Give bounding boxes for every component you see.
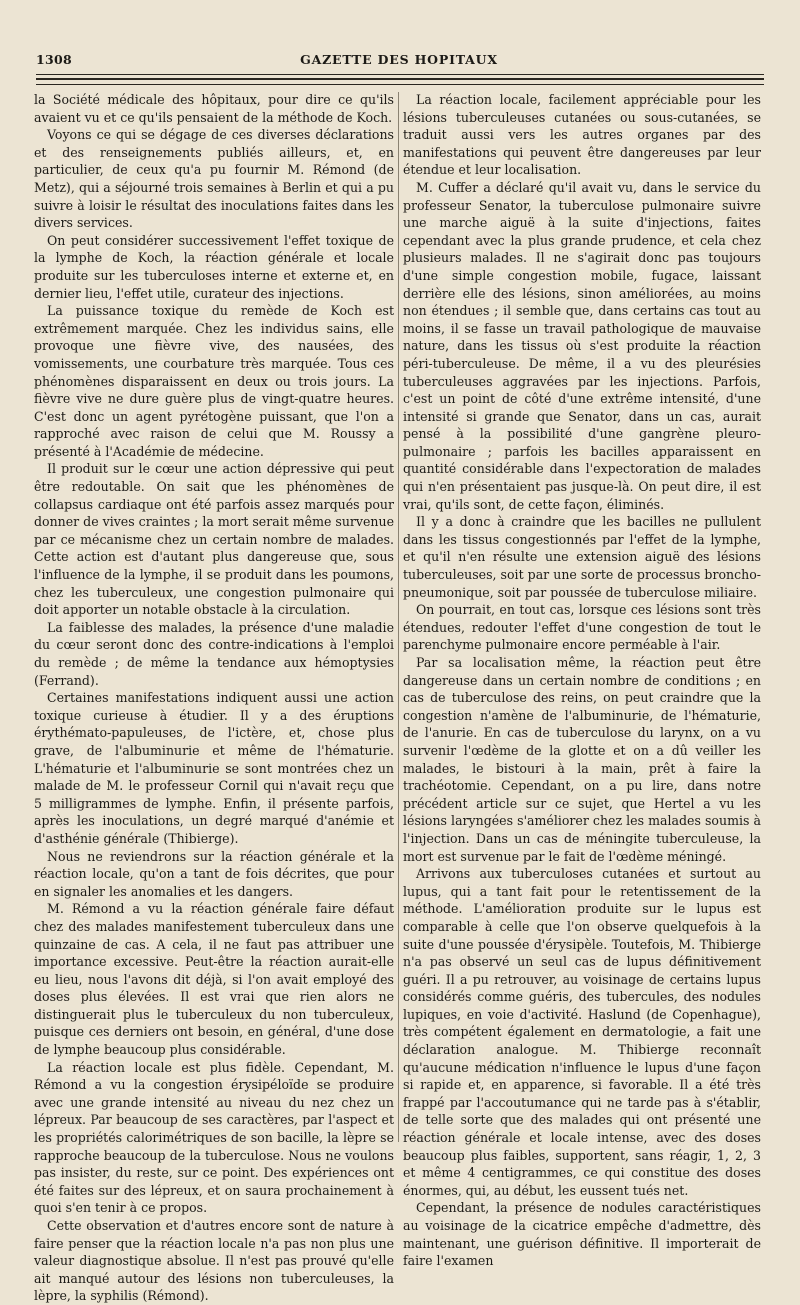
paragraph: La réaction locale, facilement appréciable pour les lésions tuberculeuses cutanées ou sous-cutanées, se traduit aussi vers les autres organes par des manifestations qui peuvent être dangereuses par leur étendue et leur localisation. (403, 92, 761, 178)
header-rule-thick (36, 78, 764, 80)
paragraph: La réaction locale est plus fidèle. Cependant, M. Rémond a vu la congestion érysipéloïde se produire avec une grande intensité au niveau du nez chez un lépreux. Par beaucoup de ses caractères, par l'aspect et les propriétés calorimétriques de son bacille, la lèpre se rapproche beaucoup de la tuberculose. Nous ne voulons pas insister, du reste, sur ce point. Des expériences ont été faites sur des lépreux, et on saura prochainement à quoi s'en tenir à ce propos. (34, 1059, 394, 1216)
paragraph: Par sa localisation même, la réaction peut être dangereuse dans un certain nombre de conditions ; en cas de tuberculose des reins, on peut craindre que la congestion n'amène de l'albuminurie, de l'hématurie, de l'anurie. En cas de tuberculose du larynx, on a vu survenir l'œdème de la glotte et on a dû veiller les malades, le bistouri à la main, prêt à faire la trachéotomie. Cependant, on a pu lire, dans notre précédent article sur ce sujet, que Hertel a vu les lésions laryngées s'améliorer chez les malades soumis à l'injection. Dans un cas de méningite tuberculeuse, la mort est survenue par le fait de l'œdème méningé. (403, 655, 761, 864)
paragraph: Arrivons aux tuberculoses cutanées et surtout au lupus, qui a tant fait pour le retentissement de la méthode. L'amélioration produite sur le lupus est comparable à celle que l'on observe quelquefois à la suite d'une poussée d'érysipèle. Toutefois, M. Thibierge n'a pas observé un seul cas de lupus définitivement guéri. Il a pu retrouver, au voisinage de certains lupus considérés comme guéris, des tubercules, des nodules lupiques, en voie d'activité. Haslund (de Copenhague), très compétent également en dermatologie, a fait une déclaration analogue. M. Thibierge reconnaît qu'aucune médication n'influence le lupus d'une façon si rapide et, en apparence, si favorable. Il a été très frappé par l'accoutumance qui ne tarde pas à s'établir, de telle sorte que des malades qui ont présenté une réaction générale et locale intense, avec des doses beaucoup plus faibles, supportent, sans réagir, 1, 2, 3 et même 4 centigrammes, ce qui constitue des doses énormes, qui, au début, les eussent tués net. (403, 866, 761, 1198)
paragraph: On pourrait, en tout cas, lorsque ces lésions sont très étendues, redouter l'effet d'une congestion de tout le parenchyme pulmonaire encore perméable à l'air. (403, 602, 761, 653)
paragraph: Il y a donc à craindre que les bacilles ne pullulent dans les tissus congestionnés par l'effet de la lymphe, et qu'il n'en résulte une extension aiguë des lésions tuberculeuses, soit par une sorte de processus broncho-pneumonique, soit par poussée de tuberculose miliaire. (403, 514, 761, 600)
paragraph: On peut considérer successivement l'effet toxique de la lymphe de Koch, la réaction générale et locale produite sur les tuberculoses interne et externe et, en dernier lieu, l'effet utile, curateur des injections. (34, 232, 394, 301)
paragraph: La puissance toxique du remède de Koch est extrêmement marquée. Chez les individus sains, elle provoque une fièvre vive, des nausées, des vomissements, une courbature très marquée. Tous ces phénomènes disparaissent en deux ou trois jours. La fièvre vive ne dure guère plus de vingt-quatre heures. C'est donc un agent pyrétogène puissant, que l'on a rapproché avec raison de celui que M. Roussy a présenté à l'Académie de médecine. (34, 303, 394, 459)
page-number: 1308 (36, 52, 72, 67)
header-rule-top (36, 74, 764, 75)
paragraph: Cette observation et d'autres encore sont de nature à faire penser que la réaction locale n'a pas non plus une valeur diagnostique absolue. Il n'est pas prouvé qu'elle ait manqué autour des lésions non tuberculeuses, la lèpre, la syphilis (Rémond). (34, 1218, 394, 1304)
column-divider (398, 92, 399, 1142)
right-column (403, 91, 761, 1270)
paragraph: M. Rémond a vu la réaction générale faire défaut chez des malades manifestement tuberculeux dans une quinzaine de cas. A cela, il ne faut pas attribuer une importance excessive. Peut-être la réaction aurait-elle eu lieu, nous l'avons dit déjà, si l'on avait employé des doses plus élevées. Il est vrai que rien alors ne distinguerait plus le tuberculeux du non tuberculeux, puisque ces derniers ont besoin, en général, d'une dose de lymphe beaucoup plus considérable. (34, 901, 394, 1058)
paragraph: la Société médicale des hôpitaux, pour dire ce qu'ils avaient vu et ce qu'ils pensaient de la méthode de Koch. (34, 92, 394, 125)
paragraph: La faiblesse des malades, la présence d'une maladie du cœur seront donc des contre-indications à l'emploi du remède ; de même la tendance aux hémoptysies (Ferrand). (34, 619, 394, 688)
paragraph: Certaines manifestations indiquent aussi une action toxique curieuse à étudier. Il y a des éruptions érythémato-papuleuses, de l'ictère, et, chose plus grave, de l'albuminurie et même de l'hématurie. L'hématurie et l'albuminurie se sont montrées chez un malade de M. le professeur Cornil qui n'avait reçu que 5 milligrammes de lymphe. Enfin, il présente parfois, après les inoculations, un degré marqué d'anémie et d'asthénie générale (Thibierge). (34, 690, 394, 846)
running-title: GAZETTE DES HOPITAUX (300, 52, 498, 67)
page-header (36, 52, 762, 72)
paragraph: Nous ne reviendrons sur la réaction générale et la réaction locale, qu'on a tant de fois décrites, que pour en signaler les anomalies et les dangers. (34, 848, 394, 899)
paragraph: Il produit sur le cœur une action dépressive qui peut être redoutable. On sait que les phénomènes de collapsus cardiaque ont été parfois assez marqués pour donner de vives craintes ; la mort serait même survenue par ce mécanisme chez un certain nombre de malades. Cette action est d'autant plus dangereuse que, sous l'influence de la lymphe, il se produit dans les poumons, chez les tuberculeux, une congestion pulmonaire qui doit apporter un notable obstacle à la circulation. (34, 461, 394, 618)
paragraph: Voyons ce qui se dégage de ces diverses déclarations et des renseignements publiés ailleurs, et, en particulier, de ceux qu'a pu fournir M. Rémond (de Metz), qui a séjourné trois semaines à Berlin et qui a pu suivre à loisir le résultat des inoculations faites dans les divers services. (34, 127, 394, 231)
paragraph: M. Cuffer a déclaré qu'il avait vu, dans le service du professeur Senator, la tuberculose pulmonaire suivre une marche aiguë à la suite d'injections, faites cependant avec la plus grande prudence, et cela chez plusieurs malades. Il ne s'agirait donc pas toujours d'une simple congestion mobile, fugace, laissant derrière elle des lésions, sinon améliorées, au moins non étendues ; il semble que, dans certains cas tout au moins, il se fasse un travail pathologique de mauvaise nature, dans les tissus où s'est produite la réaction péri-tuberculeuse. De même, il a vu des pleurésies tuberculeuses aggravées par les injections. Parfois, c'est un point de côté d'une extrême intensité, d'une intensité si grande que Senator, dans un cas, aurait pensé à la possibilité d'une gangrène pleuro-pulmonaire ; parfois les bacilles apparaissent en quantité considérable dans l'expectoration de malades qui n'en présentaient pas jusque-là. On peut dire, il est vrai, qu'ils sont, de cette façon, éliminés. (403, 179, 761, 512)
left-column (34, 91, 394, 1305)
paragraph: Cependant, la présence de nodules caractéristiques au voisinage de la cicatrice empêche d'admettre, dès maintenant, une guérison définitive. Il importerait de faire l'examen (403, 1200, 761, 1269)
header-rule-bottom (36, 84, 764, 85)
